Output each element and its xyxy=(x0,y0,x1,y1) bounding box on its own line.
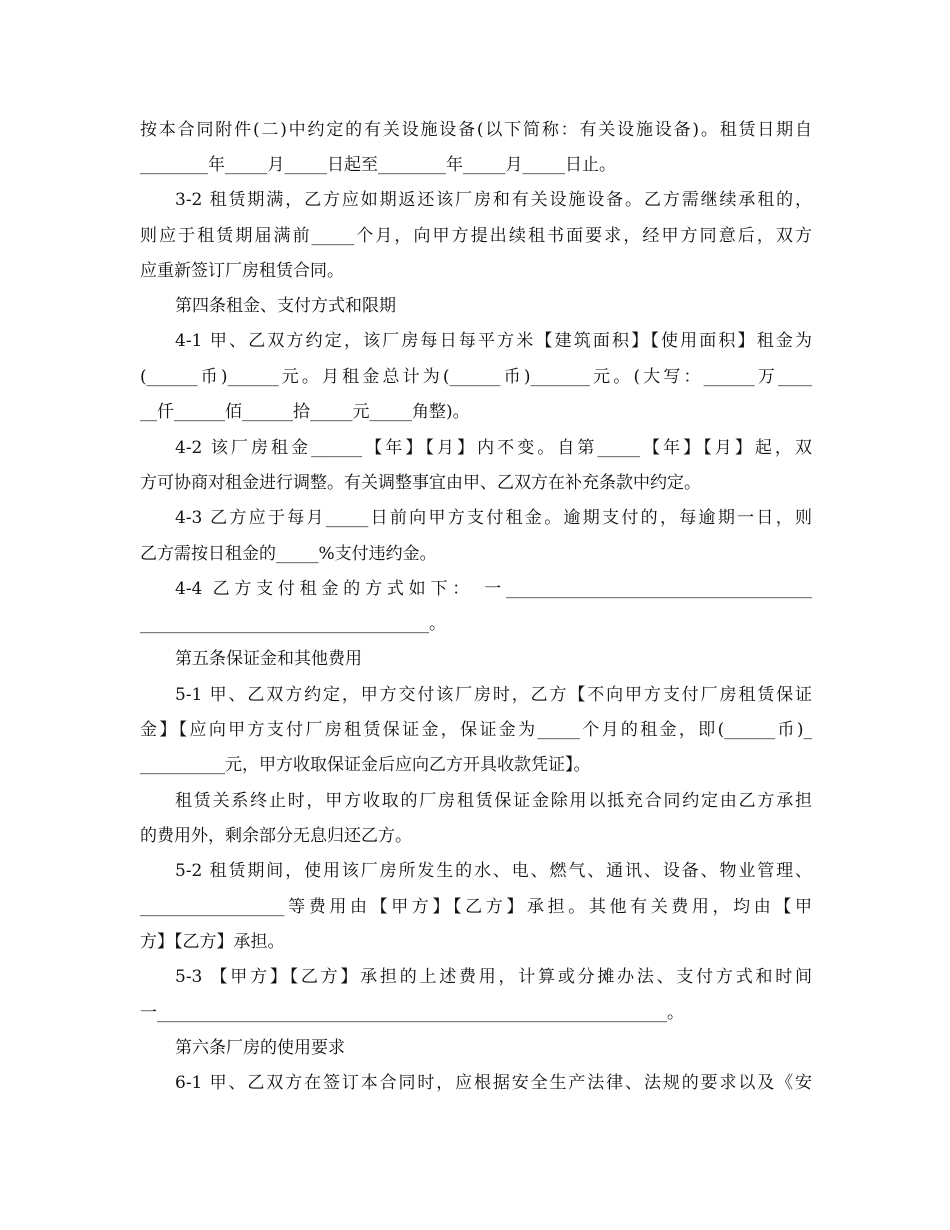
section-heading-5: 第五条保证金和其他费用 xyxy=(175,649,362,669)
paragraph-line: __________________________________。 xyxy=(140,614,446,634)
clause-4-3-line: 4-3 乙方应于每月_____日前向甲方支付租金。逾期支付的，每逾期一日，则 xyxy=(175,508,812,528)
clause-3-2-line: 3-2 租赁期满，乙方应如期返还该厂房和有关设施设备。乙方需继续承租的， xyxy=(175,190,812,210)
section-heading-6: 第六条厂房的使用要求 xyxy=(175,1038,345,1058)
clause-5-2-line: 5-2 租赁期间，使用该厂房所发生的水、电、燃气、通讯、设备、物业管理、 xyxy=(175,861,812,881)
clause-5-3-line: 5-3 【甲方】【乙方】承担的上述费用，计算或分摊办法、支付方式和时间 xyxy=(175,967,812,987)
paragraph-line: 金】【应向甲方支付厂房租赁保证金，保证金为_____个月的租金，即(______币)_ xyxy=(140,720,812,740)
paragraph-line: ________年_____月_____日起至________年_____月_____日止。 xyxy=(140,155,616,175)
paragraph-line: 租赁关系终止时，甲方收取的厂房租赁保证金除用以抵充合同约定由乙方承担 xyxy=(175,791,812,811)
paragraph-line: __仟______佰______拾_____元_____角整)。 xyxy=(140,402,470,422)
paragraph-line: 方】【乙方】承担。 xyxy=(140,932,285,952)
paragraph-line: _________________等费用由【甲方】【乙方】承担。其他有关费用，均由【甲 xyxy=(140,897,812,917)
paragraph-line: 乙方需按日租金的_____%支付违约金。 xyxy=(140,544,437,564)
clause-4-1-line: 4-1 甲、乙双方约定，该厂房每日每平方米【建筑面积】【使用面积】租金为 xyxy=(175,331,812,351)
paragraph-line: 则应于租赁期届满前_____个月，向甲方提出续租书面要求，经甲方同意后，双方 xyxy=(140,226,812,246)
clause-4-4-line: 4-4 乙方支付租金的方式如下： 一____________________________________ xyxy=(175,579,812,599)
paragraph-line: __________元，甲方收取保证金后应向乙方开具收款凭证】。 xyxy=(140,755,591,775)
paragraph-line: 的费用外，剩余部分无息归还乙方。 xyxy=(140,826,412,846)
paragraph-line: 一____________________________________________________________。 xyxy=(140,1003,684,1023)
clause-5-1-line: 5-1 甲、乙双方约定，甲方交付该厂房时，乙方【不向甲方支付厂房租赁保证 xyxy=(175,685,812,705)
paragraph-line: 按本合同附件(二)中约定的有关设施设备(以下简称：有关设施设备)。租赁日期自 xyxy=(140,120,812,140)
clause-6-1-line: 6-1 甲、乙双方在签订本合同时，应根据安全生产法律、法规的要求以及《安 xyxy=(175,1073,812,1093)
paragraph-line: (______币)______元。月租金总计为(______币)_______元。(大写：______万____ xyxy=(140,367,812,387)
paragraph-line: 方可协商对租金进行调整。有关调整事宜由甲、乙双方在补充条款中约定。 xyxy=(140,473,701,493)
clause-4-2-line: 4-2 该厂房租金______【年】【月】内不变。自第_____【年】【月】起，双 xyxy=(175,438,812,458)
section-heading-4: 第四条租金、支付方式和限期 xyxy=(175,296,396,316)
paragraph-line: 应重新签订厂房租赁合同。 xyxy=(140,261,344,281)
